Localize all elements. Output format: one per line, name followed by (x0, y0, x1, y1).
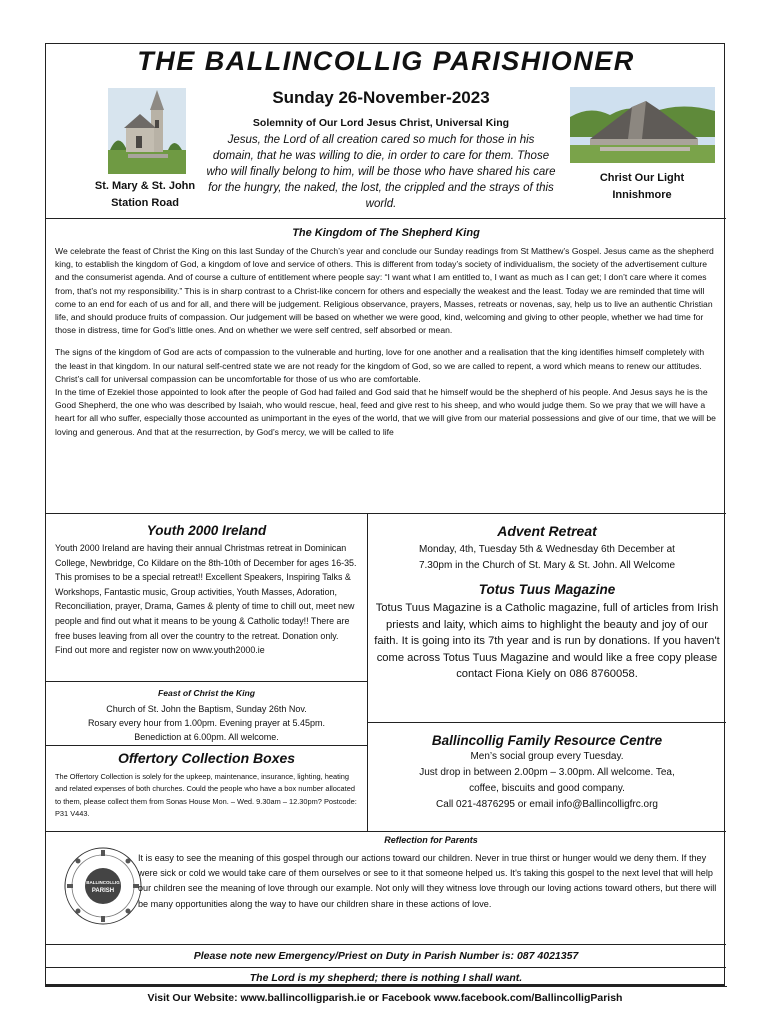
feast-title: Feast of Christ the King (158, 688, 255, 698)
left-column (46, 514, 368, 831)
youth-2000-title: Youth 2000 Ireland (146, 523, 267, 538)
parish-logo (63, 846, 143, 926)
advent-details (368, 542, 726, 574)
reflection-text: It is easy to see the meaning of this gospel through our actions toward our children. Never in true thirst or hunger would we deny them. If they were sick or cold we would take care of them ourselves or see to it that someone helped us. It's taking this gospel to the next level that will help our children see the meaning of love through our example. Not only will they witness love through our loving actions toward others, but there will be many opportunities along the way to have our children share in these actions of love. (138, 853, 717, 909)
family-resource-centre-box (368, 723, 726, 831)
advent-title: Advent Retreat (497, 523, 597, 539)
left-church-location: Station Road (111, 197, 179, 209)
reflection-section (46, 831, 726, 945)
youth-2000-text: Youth 2000 Ireland are having their annual Christmas retreat in Dominican College, Newbridge, Co Kildare on the 8th-10th of December for ages 16-35. This promises to be a special retreat!! Excellent Speakers, Inspiring Talks & Workshops, Fantastic music, Group activities, Youth Masses, Adoration, Reconciliation, prayer, Drama, Games & plenty of time to chill out, meet new people and find out what it means to be young & Catholic today!! There are free buses leaving from all over the country to the retreat. Donation only. Find out more and register now on www.youth2000.ie (55, 543, 357, 656)
website-line[interactable]: Visit Our Website: www.ballincolligparish.ie or Facebook www.facebook.com/BallincolligParish (147, 992, 623, 1004)
right-church-name: Christ Our Light (599, 172, 685, 184)
footer-bottom-rule (45, 985, 725, 986)
reflection-title: Reflection for Parents (384, 835, 478, 845)
feast-details (46, 702, 367, 744)
advent-retreat-box (368, 514, 726, 574)
offertory-text: The Offertory Collection is solely for the upkeep, maintenance, insurance, lighting, heating and related expenses of both churches. Could the people who have a box number allocated to them, please collect them from Sonas House Mon. – Wed. 9.30am – 12.30pm? Postcode: P31 V443. (55, 772, 357, 819)
newsletter-page (45, 43, 725, 985)
logo-text-line-2: PARISH (91, 888, 115, 894)
emergency-number-notice: Please note new Emergency/Priest on Duty in Parish Number is: 087 4021357 (193, 950, 579, 962)
kingdom-paragraph-2: The signs of the kingdom of God are acts of compassion to the vulnerable and hurting, love for one another and a realisation that the king identifies himself completely with the least in that kingdom. In our natural self-centred state we are not ready for the kingdom of God, so we are called to repent, a word which means to renew our attitudes. Christ’s call for universal compassion can be uncomfortable for those of us who are comfortable. (55, 347, 705, 384)
st-mary-st-john-church-image (108, 88, 186, 174)
kingdom-paragraph-3: In the time of Ezekiel those appointed to look after the people of God had failed and God said that he himself would be the shepherd of his people. And Jesus says he is the Good Shepherd, the one who was described by Isaiah, who would rescue, heal, feed and give rest to his sheep, and who would judge them. So we pray that we will have a heart for all who suffer, especially those accounted as unimportant in the eyes of the world, that we will give from our material possessions and give of our time, that we will be loving and generous. And that at the resurrection, by God’s mercy, we will be called to life (55, 387, 716, 437)
bfrc-line-3: coffee, biscuits and good company. (469, 783, 625, 794)
right-church-caption (542, 170, 742, 204)
bfrc-line-1: Men’s social group every Tuesday. (470, 751, 624, 762)
bfrc-details (368, 749, 726, 813)
logo-text-line-1: BALLINCOLLIG (86, 880, 120, 885)
right-column (368, 514, 726, 831)
kingdom-title: The Kingdom of The Shepherd King (292, 227, 480, 239)
masthead (46, 44, 726, 219)
newsletter-title: THE BALLINCOLLIG PARISHIONER (137, 46, 635, 76)
issue-date: Sunday 26-November-2023 (272, 88, 490, 107)
feast-christ-king-box (46, 682, 367, 746)
bfrc-title: Ballincollig Family Resource Centre (431, 733, 663, 748)
youth-2000-box (46, 514, 367, 682)
feast-line-3: Benediction at 6.00pm. All welcome. (134, 732, 279, 742)
offertory-title: Offertory Collection Boxes (117, 750, 296, 766)
kingdom-paragraph-1: We celebrate the feast of Christ the King on this last Sunday of the Church’s year and conclude our Sunday readings from St Matthew’s Gospel. Jesus came as the shepherd king, to establish the kingdom of God, a kingdom of love and service of others. This is different from today’s society of individualism, the society of the advertisement culture and the consumerist agenda. And of course a culture of entitlement where people say: “I want what I am entitled to, I want as much as I can get; I don’t care where it comes from, that’s not my responsibility.” This is in sharp contrast to a Christ-like concern for others and especially the weakest and the least. Today we are reminded that time will come to an end for each of us and for all, and there will be judgement. Religious observance, prayers, Masses, retreats or novenas, say, help us to live an authentic Christian life, and should produce fruits of compassion. Our judgement will be based on whether we were good, kind, welcoming and giving to other people, whether we had time for those in distress, time for God’s little ones. And on whether we were self centred, self absorbed or mean. (55, 246, 714, 336)
bfrc-line-4: Call 021-4876295 or email info@Ballincolligfrc.org (436, 799, 658, 810)
kingdom-body (55, 245, 717, 439)
feast-line-2: Rosary every hour from 1.00pm. Evening prayer at 5.45pm. (87, 718, 326, 728)
totus-title: Totus Tuus Magazine (478, 582, 616, 597)
solemnity-heading: Solemnity of Our Lord Jesus Christ, Universal King (252, 117, 510, 129)
totus-tuus-box (368, 576, 726, 723)
bfrc-line-2: Just drop in between 2.00pm – 3.00pm. All welcome. Tea, (419, 767, 675, 778)
footer-divider-2 (45, 986, 727, 987)
advent-line-2: 7.30pm in the Church of St. Mary & St. John. All Welcome (418, 560, 676, 571)
kingdom-article (46, 220, 726, 514)
right-church-location: Innishmore (612, 189, 672, 201)
advent-line-1: Monday, 4th, Tuesday 5th & Wednesday 6th December at (419, 544, 675, 555)
left-church-name: St. Mary & St. John (94, 180, 196, 192)
shepherd-verse: The Lord is my shepherd; there is nothing I shall want. (249, 972, 523, 984)
solemnity-quote: Jesus, the Lord of all creation cared so much for those in his domain, that he was willing to die, in order to care for them. Those who will finally belong to him, will be those who have shared his care for the hungry, the naked, the lost, the crippled and the strays of this world. (206, 134, 556, 210)
totus-text: Totus Tuus Magazine is a Catholic magazine, full of articles from Irish priests and laity, which aims to highlight the beauty and joy of our faith. It is going into its 7th year and is run by donations. If you haven't come across Totus Tuus Magazine and would like a free copy please contact Fiona Kiely on 086 8760058. (374, 602, 720, 681)
christ-our-light-church-image (570, 87, 715, 163)
footer-divider-1 (46, 967, 726, 968)
feast-line-1: Church of St. John the Baptism, Sunday 26th Nov. (106, 704, 307, 714)
offertory-box (46, 746, 367, 831)
